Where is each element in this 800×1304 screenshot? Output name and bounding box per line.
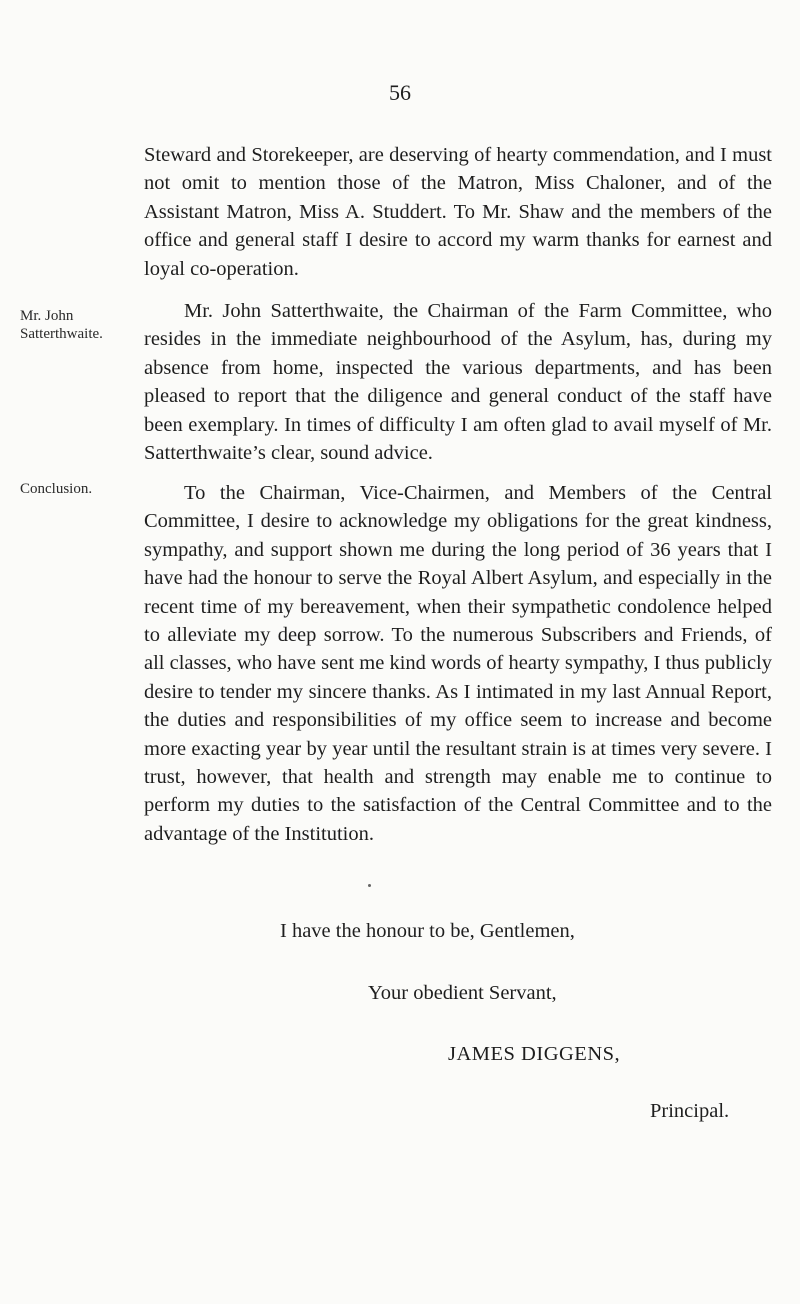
print-speck [368,884,371,887]
signature-title: Principal. [650,1100,730,1122]
page-number: 56 [389,80,411,105]
paragraph-staff-commendation: Steward and Storekeeper, are deserving of hearty commendation, and I must not omit to mention those of the Matron, Miss Chaloner, and of the Assistant Matron, Miss A. Studdert. To Mr. Shaw and the members of the office and general staff I desire to accord my warm thanks for earnest and loyal co-operation. [144,144,772,280]
margin-note-conclusion: Conclusion. [20,481,93,497]
signature-name: JAMES DIGGENS, [448,1043,621,1065]
closing-salutation: I have the honour to be, Gentlemen, [280,920,575,942]
paragraph-satterthwaite: Mr. John Satterthwaite, the Chairman of the Farm Committee, who resides in the immediate neighbourhood of the Asylum, has, during my absence from home, inspected the various departments, and has been pleased to report that the diligence and general conduct of the staff have been exemplary. In times of difficulty I am often glad to avail myself of Mr. Satterthwaite’s clear, sound advice. [144,300,772,465]
paragraph-conclusion: To the Chairman, Vice-Chairmen, and Members of the Central Committee, I desire to acknowledge my obligations for the great kindness, sympathy, and support shown me during the long period of 36 years that I have had the honour to serve the Royal Albert Asylum, and especially in the recent time of my bereavement, when their sympathetic condolence helped to alleviate my deep sorrow. To the numerous Subscribers and Friends, of all classes, who have sent me kind words of hearty sympathy, I thus publicly desire to tender my sincere thanks. As I intimated in my last Annual Report, the duties and responsibilities of my office seem to increase and become more exacting year by year until the resultant strain is at times very severe. I trust, however, that health and strength may enable me to continue to perform my duties to the satisfaction of the Central Committee and to the advantage of the Institution. [144,482,772,845]
margin-note-satterthwaite: Mr. John Satterthwaite. [20,308,103,342]
closing-servant: Your obedient Servant, [368,982,557,1004]
